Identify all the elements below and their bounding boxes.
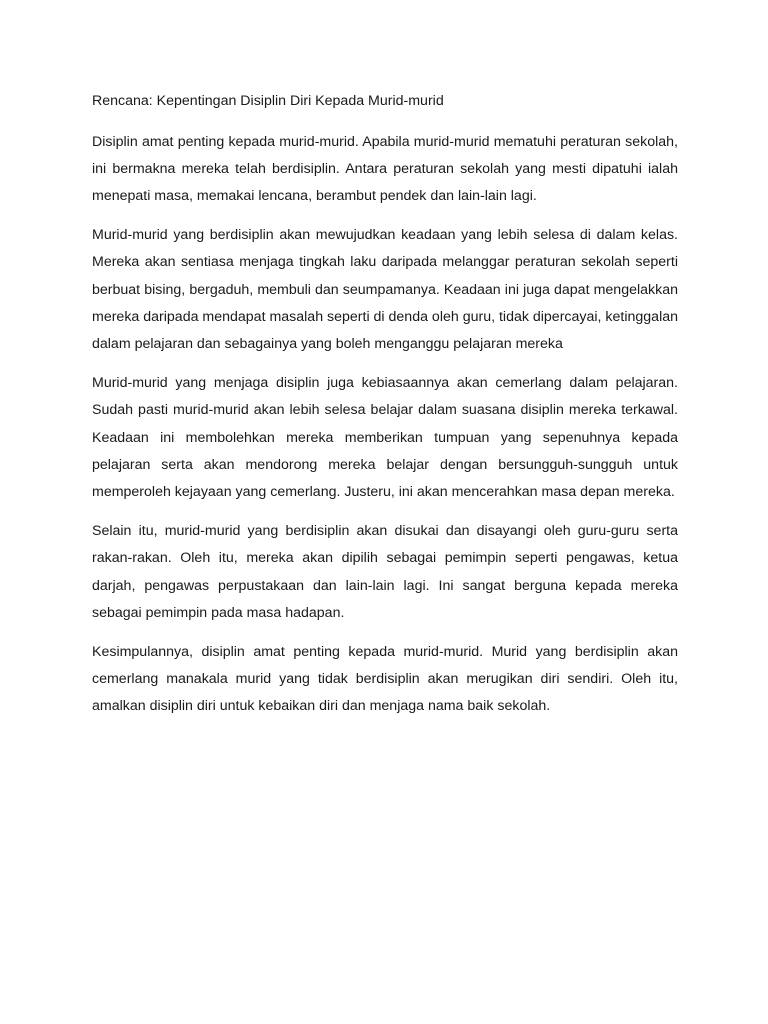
paragraph-leadership: Selain itu, murid-murid yang berdisiplin akan disukai dan disayangi oleh guru-guru serta rakan-rakan. Oleh itu, mereka akan dipilih sebagai pemimpin seperti pengawas, ketua darjah, pengawas perpustakaan dan lain-lain lagi. Ini sangat berguna kepada mereka sebagai pemimpin pada masa hadapan. [92,523,678,621]
paragraph-classroom: Murid-murid yang berdisiplin akan mewujudkan keadaan yang lebih selesa di dalam kelas. Mereka akan sentiasa menjaga tingkah laku daripada melanggar peraturan sekolah seperti berbuat bising, bergaduh, membuli dan seumpamanya. Keadaan ini juga dapat mengelakkan mereka daripada mendapat masalah seperti di denda oleh guru, tidak dipercayai, ketinggalan dalam pelajaran dan sebagainya yang boleh menganggu pelajaran mereka [92,227,679,352]
paragraph-intro: Disiplin amat penting kepada murid-murid. Apabila murid-murid mematuhi peraturan sekolah, ini bermakna mereka telah berdisiplin. Antara peraturan sekolah yang mesti dipatuhi ialah menepati masa, memakai lencana, berambut pendek dan lain-lain lagi. [92,133,678,204]
paragraph-conclusion: Kesimpulannya, disiplin amat penting kepada murid-murid. Murid yang berdisiplin akan cemerlang manakala murid yang tidak berdisiplin akan merugikan diri sendiri. Oleh itu, amalkan disiplin diri untuk kebaikan diri dan menjaga nama baik sekolah. [92,643,678,715]
article-title: Rencana: Kepentingan Disiplin Diri Kepada Murid-murid [92,93,444,109]
paragraph-academic: Murid-murid yang menjaga disiplin juga kebiasaannya akan cemerlang dalam pelajaran. Sudah pasti murid-murid akan lebih selesa belajar dalam suasana disiplin mereka terkawal. Keadaan ini membolehkan mereka memberikan tumpuan yang sepenuhnya kepada pelajaran serta akan mendorong mereka belajar dengan bersungguh-sungguh untuk memperoleh kejayaan yang cemerlang. Justeru, ini akan mencerahkan masa depan mereka. [92,375,678,500]
